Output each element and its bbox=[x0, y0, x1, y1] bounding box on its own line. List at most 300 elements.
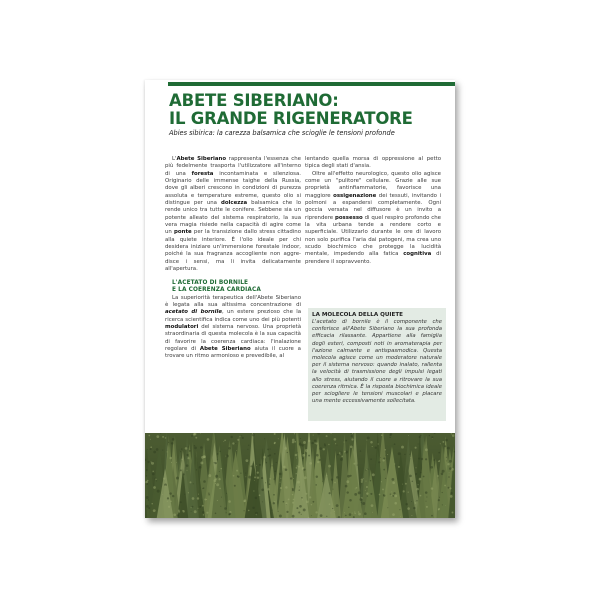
foliage-speck bbox=[364, 512, 367, 515]
foliage-speck bbox=[337, 454, 339, 456]
foliage-speck bbox=[230, 436, 232, 438]
foliage-speck bbox=[328, 465, 331, 468]
title-line-1: ABETE SIBERIANO: bbox=[169, 91, 339, 110]
foliage-speck bbox=[343, 442, 344, 443]
foliage-speck bbox=[442, 441, 444, 443]
foliage-speck bbox=[220, 506, 221, 507]
foliage-speck bbox=[445, 505, 446, 506]
foliage-speck bbox=[392, 481, 395, 484]
foliage-speck bbox=[200, 446, 203, 449]
foliage-speck bbox=[188, 446, 189, 447]
foliage-speck bbox=[335, 443, 336, 444]
foliage-speck bbox=[302, 499, 303, 500]
foliage-speck bbox=[418, 443, 419, 444]
foliage-speck bbox=[296, 473, 297, 474]
foliage-speck bbox=[194, 447, 197, 450]
foliage-speck bbox=[316, 442, 318, 444]
foliage-speck bbox=[255, 497, 258, 500]
foliage-speck bbox=[292, 439, 295, 442]
foliage-speck bbox=[340, 452, 343, 455]
foliage-speck bbox=[257, 477, 259, 479]
foliage-speck bbox=[292, 515, 295, 518]
foliage-speck bbox=[392, 478, 395, 481]
foliage-speck bbox=[207, 438, 210, 441]
foliage-speck bbox=[425, 458, 427, 460]
foliage-speck bbox=[352, 513, 353, 514]
foliage-speck bbox=[353, 463, 355, 465]
foliage-speck bbox=[162, 450, 163, 451]
title-line-2: IL GRANDE RIGENERATORE bbox=[169, 109, 413, 128]
foliage-speck bbox=[215, 513, 217, 515]
foliage-speck bbox=[389, 437, 390, 438]
foliage-speck bbox=[298, 511, 300, 513]
foliage-speck bbox=[393, 492, 395, 494]
foliage-speck bbox=[216, 483, 219, 486]
foliage-speck bbox=[446, 457, 447, 458]
foliage-speck bbox=[171, 442, 173, 444]
foliage-speck bbox=[400, 499, 401, 500]
foliage-speck bbox=[355, 488, 356, 489]
foliage-speck bbox=[165, 437, 167, 439]
foliage-speck bbox=[351, 438, 353, 440]
foliage-speck bbox=[240, 472, 241, 473]
foliage-speck bbox=[295, 454, 298, 457]
foliage-speck bbox=[292, 494, 293, 495]
foliage-speck bbox=[299, 505, 302, 508]
foliage-speck bbox=[361, 478, 364, 481]
foliage-speck bbox=[156, 435, 159, 438]
foliage-speck bbox=[292, 489, 294, 491]
foliage-speck bbox=[313, 435, 314, 436]
foliage-speck bbox=[265, 482, 266, 483]
foliage-speck bbox=[148, 507, 150, 509]
foliage-speck bbox=[208, 493, 209, 494]
section-heading-line-1: L'ACETATO DI BORNILE bbox=[172, 279, 249, 286]
foliage-speck bbox=[380, 457, 381, 458]
foliage-speck bbox=[296, 467, 298, 469]
foliage-speck bbox=[361, 502, 362, 503]
foliage-speck bbox=[316, 454, 319, 457]
foliage-speck bbox=[304, 476, 307, 479]
foliage-speck bbox=[148, 435, 150, 437]
foliage-speck bbox=[381, 434, 383, 436]
foliage-speck bbox=[410, 457, 411, 458]
foliage-speck bbox=[299, 490, 300, 491]
foliage-speck bbox=[217, 459, 218, 460]
foliage-speck bbox=[183, 473, 185, 475]
foliage-speck bbox=[278, 511, 279, 512]
foliage-speck bbox=[345, 485, 348, 488]
foliage-speck bbox=[146, 483, 148, 485]
foliage-speck bbox=[348, 507, 349, 508]
foliage-speck bbox=[353, 516, 355, 518]
foliage-speck bbox=[328, 444, 329, 445]
foliage-speck bbox=[303, 468, 305, 470]
foliage-speck bbox=[199, 466, 202, 469]
foliage-speck bbox=[413, 507, 415, 509]
foliage-speck bbox=[331, 478, 333, 480]
foliage-speck bbox=[329, 492, 331, 494]
foliage-speck bbox=[314, 439, 316, 441]
foliage-speck bbox=[349, 513, 352, 516]
foliage-speck bbox=[147, 480, 149, 482]
foliage-speck bbox=[418, 458, 420, 460]
foliage-speck bbox=[162, 494, 163, 495]
foliage-speck bbox=[345, 440, 347, 442]
foliage-speck bbox=[299, 443, 302, 446]
foliage-speck bbox=[274, 470, 276, 472]
bold-text: cognitiva bbox=[403, 251, 432, 258]
foliage-speck bbox=[385, 449, 387, 451]
bold-text: Abete Siberiano bbox=[176, 156, 227, 162]
text: La superiorità terapeutica dell'Abete Siberiano è legata alla sua altissima concentrazione di bbox=[165, 294, 301, 308]
foliage-speck bbox=[156, 448, 159, 451]
foliage-speck bbox=[293, 478, 294, 479]
foliage-speck bbox=[146, 505, 149, 508]
foliage-speck bbox=[245, 476, 246, 477]
foliage-speck bbox=[285, 502, 287, 504]
foliage-speck bbox=[235, 443, 236, 444]
foliage-speck bbox=[184, 494, 185, 495]
foliage-speck bbox=[357, 465, 358, 466]
foliage-speck bbox=[292, 441, 294, 443]
foliage-speck bbox=[303, 508, 306, 511]
foliage-speck bbox=[383, 494, 384, 495]
foliage-speck bbox=[366, 469, 367, 470]
foliage-speck bbox=[206, 512, 208, 514]
foliage-speck bbox=[411, 515, 412, 516]
foliage-speck bbox=[283, 501, 285, 503]
foliage-speck bbox=[408, 491, 409, 492]
bold-italic-text: acetato di bornile bbox=[165, 309, 222, 316]
foliage-speck bbox=[186, 454, 188, 456]
foliage-speck bbox=[197, 497, 199, 499]
foliage-speck bbox=[372, 512, 373, 513]
foliage-speck bbox=[336, 504, 339, 507]
foliage-speck bbox=[241, 435, 242, 436]
foliage-speck bbox=[372, 446, 373, 447]
foliage-speck bbox=[150, 448, 152, 450]
foliage-speck bbox=[288, 499, 290, 501]
foliage-speck bbox=[360, 450, 361, 451]
foliage-speck bbox=[344, 451, 346, 453]
foliage-speck bbox=[431, 487, 433, 489]
foliage-speck bbox=[437, 475, 439, 477]
foliage-speck bbox=[366, 492, 368, 494]
foliage-speck bbox=[292, 502, 294, 504]
foliage-speck bbox=[284, 447, 287, 450]
foliage-speck bbox=[420, 435, 421, 436]
foliage-speck bbox=[347, 475, 350, 478]
foliage-speck bbox=[247, 449, 248, 450]
foliage-speck bbox=[438, 499, 440, 501]
foliage-speck bbox=[146, 475, 147, 476]
foliage-speck bbox=[185, 447, 188, 450]
foliage-speck bbox=[155, 478, 157, 480]
foliage-speck bbox=[420, 495, 422, 497]
foliage-speck bbox=[365, 490, 366, 491]
foliage-speck bbox=[360, 498, 363, 501]
foliage-speck bbox=[197, 508, 198, 509]
foliage-speck bbox=[356, 487, 358, 489]
foliage-speck bbox=[270, 448, 271, 449]
foliage-speck bbox=[226, 455, 229, 458]
foliage-speck bbox=[244, 499, 247, 502]
article-subtitle: Abies sibirica: la carezza balsamica che scioglie le tensioni profonde bbox=[169, 129, 395, 137]
foliage-speck bbox=[236, 450, 237, 451]
foliage-speck bbox=[423, 476, 425, 478]
foliage-speck bbox=[398, 452, 401, 455]
foliage-speck bbox=[438, 460, 439, 461]
foliage-speck bbox=[412, 481, 413, 482]
foliage-speck bbox=[180, 501, 182, 503]
magazine-page bbox=[145, 80, 455, 518]
foliage-speck bbox=[334, 511, 335, 512]
foliage-speck bbox=[171, 462, 172, 463]
foliage-speck bbox=[188, 492, 189, 493]
foliage-speck bbox=[406, 503, 408, 505]
text: incontaminata e silenziosa. Originario delle immense taighe della Russia, dove gli alberi crescono in condizioni di purezza assoluta e temperature estreme, questo olio si distingue per una bbox=[165, 170, 302, 207]
bold-text: dolcezza bbox=[220, 200, 248, 207]
foliage-speck bbox=[180, 451, 181, 452]
foliage-speck bbox=[426, 501, 427, 502]
foliage-speck bbox=[370, 480, 371, 481]
foliage-speck bbox=[167, 451, 168, 452]
foliage-speck bbox=[219, 451, 220, 452]
foliage-speck bbox=[187, 457, 189, 459]
foliage-speck bbox=[228, 447, 231, 450]
foliage-speck bbox=[354, 513, 355, 514]
foliage-speck bbox=[350, 475, 352, 477]
foliage-speck bbox=[200, 461, 203, 464]
foliage-speck bbox=[172, 495, 174, 497]
foliage-speck bbox=[202, 505, 204, 507]
foliage-speck bbox=[382, 488, 384, 490]
foliage-speck bbox=[199, 506, 201, 508]
foliage-speck bbox=[399, 509, 400, 510]
foliage-speck bbox=[442, 504, 443, 505]
foliage-speck bbox=[170, 457, 173, 460]
foliage-speck bbox=[346, 491, 348, 493]
foliage-speck bbox=[250, 465, 252, 467]
foliage-speck bbox=[172, 438, 175, 441]
foliage-speck bbox=[366, 486, 368, 488]
foliage-speck bbox=[191, 511, 192, 512]
foliage-speck bbox=[420, 472, 422, 474]
foliage-speck bbox=[391, 495, 392, 496]
bold-text: modulatori bbox=[165, 323, 199, 330]
foliage-speck bbox=[276, 462, 277, 463]
foliage-speck bbox=[215, 462, 217, 464]
foliage-speck bbox=[370, 441, 373, 444]
foliage-speck bbox=[208, 474, 211, 477]
foliage-speck bbox=[324, 445, 326, 447]
text: L' bbox=[172, 156, 177, 162]
foliage-speck bbox=[263, 456, 266, 459]
foliage-speck bbox=[226, 493, 227, 494]
foliage-speck bbox=[311, 515, 312, 516]
foliage-speck bbox=[229, 513, 231, 515]
foliage-speck bbox=[192, 497, 195, 500]
left-column bbox=[165, 156, 301, 361]
text: per la transizione dallo stress cittadino alla quiete interiore. È l'olio ideale per chi desidera iniziare un'immersione forestale indoor, poiché la sua fragranza accogliente non aggredisce i sensi, ma li invita delicatamente all'apertura. bbox=[165, 229, 301, 273]
foliage-speck bbox=[306, 493, 308, 495]
foliage-speck bbox=[334, 482, 336, 484]
text: , un estere prezioso che la ricerca scientifica indica come uno dei più potenti bbox=[165, 309, 301, 323]
bold-text: ossigenazione bbox=[333, 192, 377, 199]
foliage-speck bbox=[168, 442, 169, 443]
foliage-speck bbox=[323, 448, 325, 450]
foliage-speck bbox=[387, 454, 388, 455]
foliage-speck bbox=[273, 494, 275, 496]
foliage-speck bbox=[232, 442, 234, 444]
foliage-speck bbox=[446, 460, 447, 461]
foliage-speck bbox=[201, 456, 204, 459]
foliage-speck bbox=[309, 462, 312, 465]
foliage-speck bbox=[296, 458, 297, 459]
bold-text: Abete Siberiano bbox=[199, 345, 251, 352]
foliage-speck bbox=[308, 440, 310, 442]
foliage-speck bbox=[351, 435, 353, 437]
foliage-speck bbox=[312, 501, 314, 503]
text: balsamica che lo rende unico tra tutte le conifere. Sebbene sia un potente alleato del sistema respiratorio, la sua vera magia risiede nella capacità di agire come un bbox=[165, 200, 301, 236]
foliage-speck bbox=[445, 439, 448, 442]
foliage-speck bbox=[182, 510, 183, 511]
foliage-speck bbox=[336, 476, 339, 479]
foliage-speck bbox=[344, 512, 345, 513]
foliage-speck bbox=[261, 488, 264, 491]
foliage-speck bbox=[317, 461, 319, 463]
foliage-speck bbox=[259, 494, 261, 496]
foliage-speck bbox=[326, 516, 327, 517]
foliage-speck bbox=[278, 438, 279, 439]
foliage-speck bbox=[272, 510, 273, 511]
foliage-speck bbox=[257, 471, 259, 473]
foliage-speck bbox=[170, 501, 172, 503]
foliage-speck bbox=[400, 516, 401, 517]
foliage-speck bbox=[385, 455, 386, 456]
foliage-speck bbox=[259, 464, 261, 466]
foliage-speck bbox=[214, 462, 215, 463]
foliage-speck bbox=[404, 454, 405, 455]
foliage-speck bbox=[358, 511, 360, 513]
foliage-speck bbox=[448, 487, 450, 489]
foliage-speck bbox=[261, 477, 263, 479]
foliage-speck bbox=[228, 500, 231, 503]
foliage-speck bbox=[202, 511, 204, 513]
foliage-speck bbox=[366, 481, 367, 482]
foliage-speck bbox=[150, 446, 152, 448]
foliage-speck bbox=[221, 497, 222, 498]
foliage-speck bbox=[223, 441, 224, 442]
foliage-speck bbox=[218, 478, 220, 480]
foliage-speck bbox=[148, 499, 149, 500]
foliage-speck bbox=[387, 507, 388, 508]
foliage-speck bbox=[147, 449, 148, 450]
foliage-speck bbox=[243, 510, 244, 511]
foliage-speck bbox=[452, 512, 454, 514]
foliage-speck bbox=[367, 436, 370, 439]
foliage-speck bbox=[151, 462, 154, 465]
foliage-speck bbox=[173, 513, 176, 516]
foliage-speck bbox=[152, 471, 153, 472]
foliage-speck bbox=[433, 459, 435, 461]
foliage-speck bbox=[203, 514, 204, 515]
foliage-speck bbox=[253, 490, 254, 491]
foliage-speck bbox=[266, 462, 268, 464]
foliage-speck bbox=[226, 512, 227, 513]
foliage-speck bbox=[358, 513, 361, 516]
foliage-speck bbox=[309, 496, 311, 498]
foliage-speck bbox=[425, 448, 428, 451]
foliage-speck bbox=[239, 436, 240, 437]
foliage-speck bbox=[405, 483, 407, 485]
foliage-speck bbox=[379, 494, 381, 496]
foliage-speck bbox=[300, 442, 301, 443]
bold-text: possesso bbox=[334, 214, 363, 221]
foliage-speck bbox=[403, 490, 405, 492]
foliage-speck bbox=[390, 433, 393, 436]
foliage-speck bbox=[219, 488, 221, 490]
foliage-speck bbox=[162, 436, 164, 438]
foliage-speck bbox=[381, 481, 382, 482]
text: aiuta il cuore a trovare un ritmo armonioso e prevedibile, al bbox=[165, 345, 301, 360]
foliage-speck bbox=[402, 484, 403, 485]
foliage-speck bbox=[350, 445, 353, 448]
foliage-speck bbox=[242, 437, 244, 439]
foliage-speck bbox=[146, 469, 148, 471]
foliage-speck bbox=[332, 489, 333, 490]
foliage-speck bbox=[224, 507, 227, 510]
foliage-speck bbox=[345, 515, 347, 517]
foliage-speck bbox=[430, 466, 433, 469]
foliage-speck bbox=[302, 454, 305, 457]
foliage-speck bbox=[163, 477, 165, 479]
foliage-speck bbox=[300, 438, 301, 439]
foliage-speck bbox=[383, 469, 385, 471]
foliage-speck bbox=[319, 447, 322, 450]
foliage-speck bbox=[286, 511, 288, 513]
foliage-speck bbox=[315, 443, 316, 444]
foliage-speck bbox=[452, 434, 455, 437]
foliage-speck bbox=[274, 501, 275, 502]
foliage-speck bbox=[385, 478, 386, 479]
foliage-speck bbox=[272, 465, 273, 466]
foliage-speck bbox=[334, 438, 337, 441]
foliage-speck bbox=[449, 472, 450, 473]
foliage-speck bbox=[191, 507, 192, 508]
foliage-speck bbox=[168, 506, 170, 508]
foliage-speck bbox=[311, 442, 313, 444]
bold-text: foresta bbox=[191, 170, 214, 177]
foliage-speck bbox=[346, 480, 349, 483]
foliage-speck bbox=[176, 477, 179, 480]
foliage-speck bbox=[451, 433, 452, 434]
foliage-speck bbox=[147, 461, 149, 463]
foliage-speck bbox=[378, 461, 380, 463]
foliage-speck bbox=[418, 484, 419, 485]
foliage-speck bbox=[408, 435, 409, 436]
foliage-speck bbox=[280, 487, 282, 489]
foliage-speck bbox=[390, 493, 391, 494]
foliage-speck bbox=[306, 500, 309, 503]
foliage-speck bbox=[303, 441, 306, 444]
foliage-speck bbox=[267, 488, 269, 490]
foliage-speck bbox=[299, 486, 300, 487]
foliage-speck bbox=[248, 476, 251, 479]
foliage-speck bbox=[366, 440, 367, 441]
foliage-speck bbox=[215, 483, 216, 484]
